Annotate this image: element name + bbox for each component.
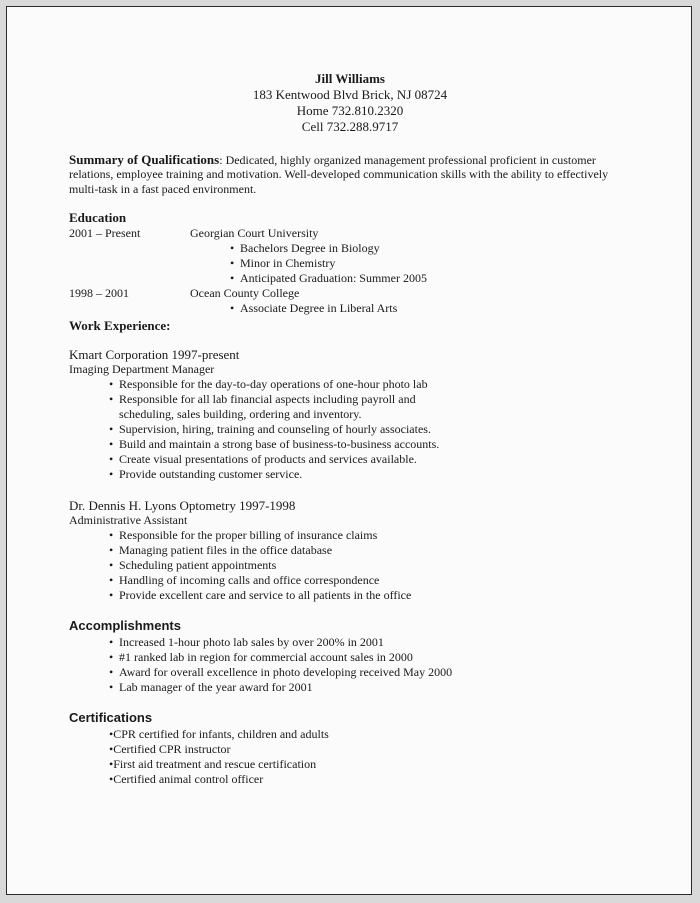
list-item: • Associate Degree in Liberal Arts <box>230 301 398 315</box>
education-items-list <box>230 301 397 316</box>
list-item: • Increased 1-hour photo lab sales by over 200% in 2001 <box>109 635 384 649</box>
summary-text-1: : Dedicated, highly organized management professional proficient in customer <box>219 153 596 167</box>
list-item: • Responsible for the proper billing of insurance claims <box>109 528 378 542</box>
list-item: • Handling of incoming calls and office correspondence <box>109 573 380 587</box>
education-heading: Education <box>69 210 127 225</box>
list-item: •CPR certified for infants, children and adults <box>109 727 329 741</box>
list-item: • Create visual presentations of products and services available. <box>109 452 417 466</box>
list-item: • Lab manager of the year award for 2001 <box>109 680 313 694</box>
resume-page <box>6 6 692 895</box>
cell-phone: Cell 732.288.9717 <box>301 119 399 134</box>
job-company: Dr. Dennis H. Lyons Optometry 1997-1998 <box>69 498 296 513</box>
list-item: • Bachelors Degree in Biology <box>230 241 380 255</box>
list-item: •Certified CPR instructor <box>109 742 231 756</box>
education-dates: 1998 – 2001 <box>69 286 129 300</box>
list-item: • Scheduling patient appointments <box>109 558 277 572</box>
certifications-heading: Certifications <box>69 710 153 725</box>
list-item: • Responsible for all lab financial aspects including payroll and <box>109 392 416 406</box>
home-phone: Home 732.810.2320 <box>296 103 404 118</box>
list-item: scheduling, sales building, ordering and inventory. <box>119 407 362 421</box>
job-title: Imaging Department Manager <box>69 362 215 376</box>
education-dates: 2001 – Present <box>69 226 141 240</box>
list-item: • Supervision, hiring, training and counseling of hourly associates. <box>109 422 431 436</box>
education-school: Ocean County College <box>190 286 300 300</box>
summary-line-1 <box>69 152 596 168</box>
list-item: • Provide outstanding customer service. <box>109 467 303 481</box>
education-school: Georgian Court University <box>190 226 319 240</box>
job-duties-list <box>109 377 439 482</box>
address: 183 Kentwood Blvd Brick, NJ 08724 <box>252 87 448 102</box>
list-item: •First aid treatment and rescue certification <box>109 757 317 771</box>
job-duties-list <box>109 528 411 603</box>
summary-text-3: multi-task in a fast paced environment. <box>69 182 257 196</box>
job-company: Kmart Corporation 1997-present <box>69 347 240 362</box>
list-item: • Build and maintain a strong base of business-to-business accounts. <box>109 437 440 451</box>
accomplishments-heading: Accomplishments <box>69 618 181 633</box>
list-item: • Provide excellent care and service to all patients in the office <box>109 588 412 602</box>
certifications-list <box>109 727 329 787</box>
work-heading: Work Experience: <box>69 318 171 333</box>
education-items-list <box>230 241 427 286</box>
list-item: • Anticipated Graduation: Summer 2005 <box>230 271 427 285</box>
list-item: •Certified animal control officer <box>109 772 264 786</box>
list-item: • Managing patient files in the office database <box>109 543 333 557</box>
list-item: • #1 ranked lab in region for commercial account sales in 2000 <box>109 650 413 664</box>
list-item: • Responsible for the day-to-day operations of one-hour photo lab <box>109 377 428 391</box>
list-item: • Award for overall excellence in photo developing received May 2000 <box>109 665 453 679</box>
list-item: • Minor in Chemistry <box>230 256 336 270</box>
summary-text-2: relations, employee training and motivation. Well-developed communication skills with the ability to effectively <box>69 167 609 181</box>
accomplishments-list <box>109 635 452 695</box>
summary-label: Summary of Qualifications <box>69 152 220 167</box>
applicant-name: Jill Williams <box>315 71 385 86</box>
job-title: Administrative Assistant <box>69 513 188 527</box>
